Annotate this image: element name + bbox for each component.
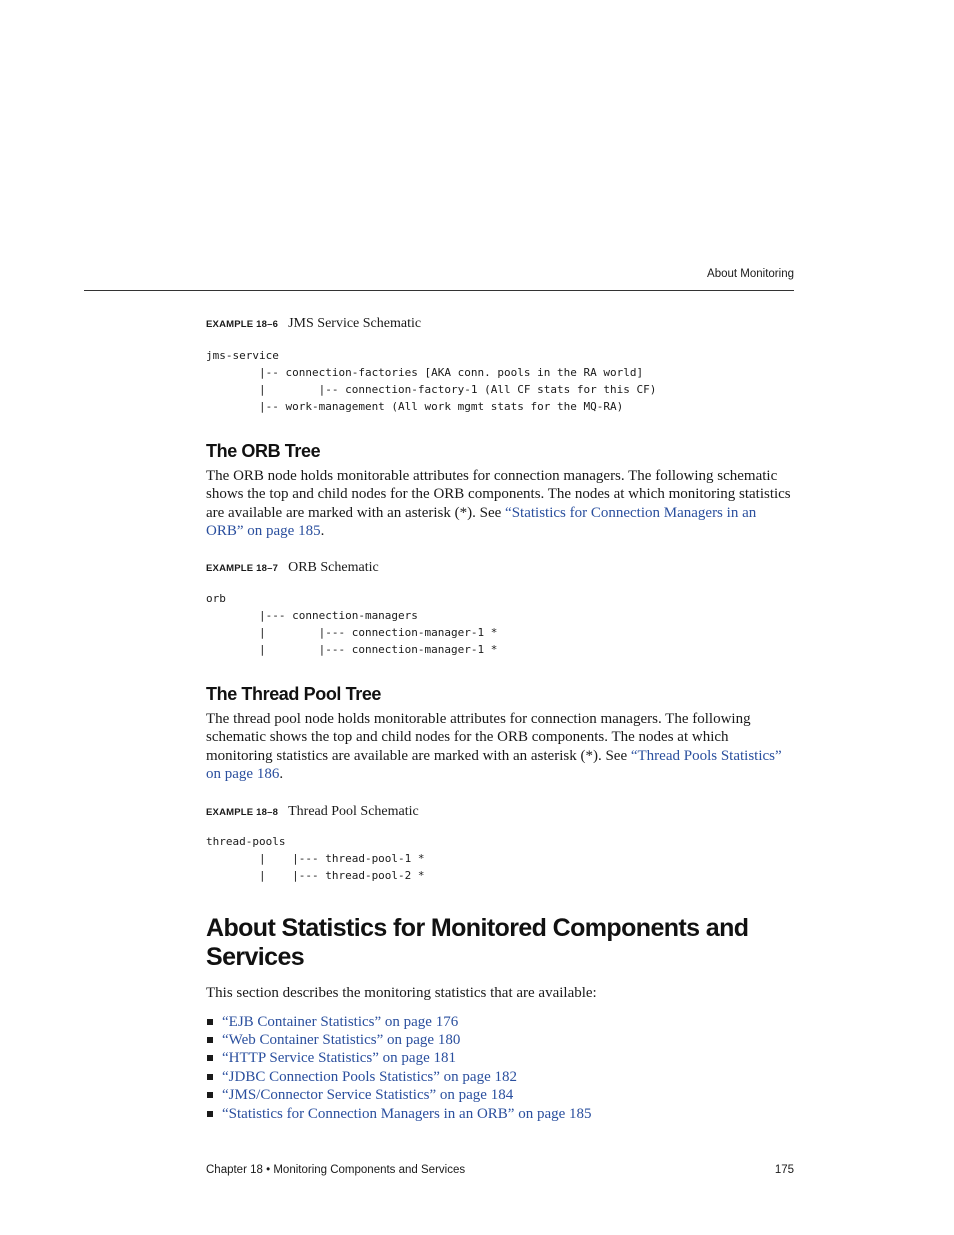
- footer-chapter-title: Monitoring Components and Services: [273, 1164, 466, 1176]
- thread-pool-paragraph: [206, 710, 796, 783]
- square-bullet-icon: [207, 1055, 213, 1061]
- square-bullet-icon: [207, 1037, 213, 1043]
- link-jms-connector-service-statistics[interactable]: “JMS/Connector Service Statistics” on page 184: [222, 1087, 514, 1104]
- link-web-container-statistics[interactable]: “Web Container Statistics” on page 180: [222, 1032, 461, 1049]
- orb-paragraph: [206, 467, 796, 540]
- square-bullet-icon: [207, 1092, 213, 1098]
- example-title: Thread Pool Schematic: [288, 804, 419, 820]
- code-block-jms: jms-service |-- connection-factories [AKA conn. pools in the RA world] | |-- connection-factory-1 (All CF stats for this CF) |-- work-management (All work mgmt stats for the MQ-RA): [206, 349, 657, 413]
- footer-chapter: [206, 1164, 465, 1176]
- square-bullet-icon: [207, 1019, 213, 1025]
- example-caption-thread-pool: [206, 801, 796, 823]
- statistics-link-list: [206, 1013, 796, 1123]
- list-item: [206, 1031, 796, 1049]
- example-label: EXAMPLE 18–8: [206, 807, 279, 819]
- header-rule: [84, 290, 794, 291]
- square-bullet-icon: [207, 1111, 213, 1117]
- page-number: 175: [774, 1164, 794, 1176]
- section-heading-statistics: About Statistics for Monitored Components and Services: [206, 914, 749, 972]
- example-label: EXAMPLE 18–7: [206, 563, 279, 575]
- section-heading-thread-pool: The Thread Pool Tree: [206, 684, 382, 705]
- orb-paragraph-text: The ORB node holds monitorable attributes for connection managers. The following schematic shows the top and child nodes for the ORB components. The nodes at which monitoring statistics are available are marked with an asterisk (*). See: [206, 468, 791, 521]
- list-item: [206, 1049, 796, 1067]
- example-title: JMS Service Schematic: [288, 316, 422, 331]
- page-content: [206, 313, 796, 1123]
- footer-chapter-number: Chapter 18: [206, 1164, 263, 1176]
- list-item: [206, 1013, 796, 1031]
- footer-separator: •: [266, 1164, 271, 1176]
- example-caption-orb: [206, 557, 796, 579]
- example-label: EXAMPLE 18–6: [206, 319, 279, 330]
- example-title: ORB Schematic: [288, 560, 379, 576]
- running-header: About Monitoring: [707, 268, 794, 280]
- link-connection-managers-orb-statistics[interactable]: “Statistics for Connection Managers in an ORB” on page 185: [222, 1105, 592, 1122]
- thread-pool-paragraph-end: .: [279, 766, 284, 783]
- orb-paragraph-end: .: [320, 522, 325, 539]
- thread-pool-paragraph-text: The thread pool node holds monitorable attributes for connection managers. The following schematic shows the top and child nodes for the ORB components. The nodes at which monitoring statistics are available are marked with an asterisk (*). See: [206, 711, 751, 764]
- link-ejb-container-statistics[interactable]: “EJB Container Statistics” on page 176: [222, 1013, 459, 1030]
- link-http-service-statistics[interactable]: “HTTP Service Statistics” on page 181: [222, 1050, 456, 1067]
- statistics-intro: This section describes the monitoring statistics that are available:: [206, 985, 597, 1002]
- list-item: [206, 1086, 796, 1104]
- section-heading-orb: The ORB Tree: [206, 441, 321, 461]
- list-item: [206, 1068, 796, 1086]
- link-connection-managers-orb[interactable]: “Statistics for Connection Managers in an ORB” on page 185: [206, 504, 757, 539]
- code-block-orb: orb |--- connection-managers | |--- connection-manager-1 * | |--- connection-manager-1 *: [206, 592, 498, 657]
- link-thread-pools-statistics[interactable]: “Thread Pools Statistics” on page 186: [206, 747, 782, 783]
- link-jdbc-connection-pools-statistics[interactable]: “JDBC Connection Pools Statistics” on page 182: [222, 1068, 517, 1085]
- list-item: [206, 1105, 796, 1123]
- square-bullet-icon: [207, 1074, 213, 1080]
- code-block-thread-pool: thread-pools | |--- thread-pool-1 * | |--- thread-pool-2 *: [206, 835, 425, 883]
- example-caption-jms: [206, 313, 796, 335]
